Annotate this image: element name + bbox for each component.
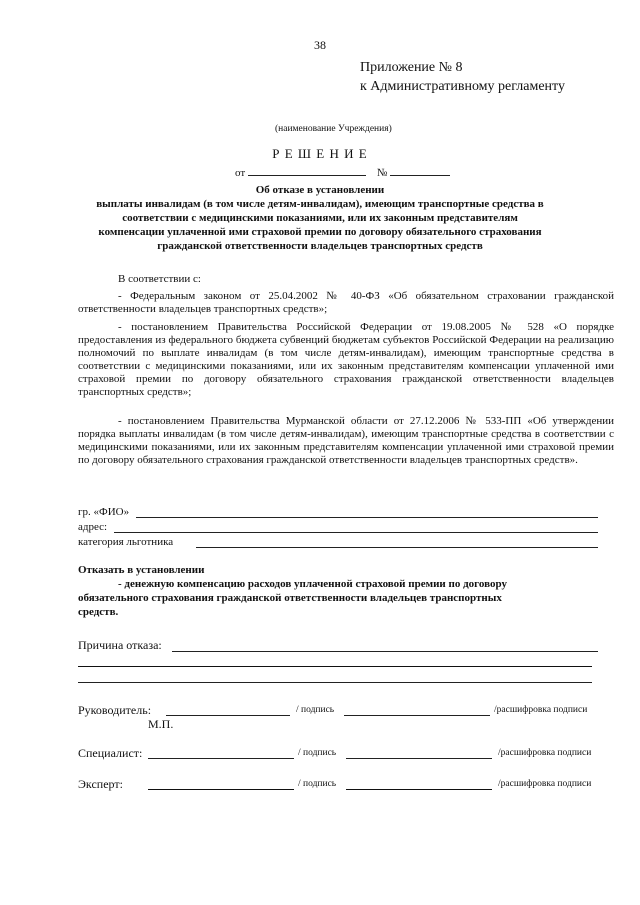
reason-line-3[interactable]	[78, 682, 592, 683]
expert-decode-caption: /расшифровка подписи	[498, 779, 592, 789]
head-decode-field[interactable]	[344, 715, 490, 716]
head-signature-field[interactable]	[166, 715, 290, 716]
decision-date-number-row	[235, 165, 450, 180]
specialist-sign-caption: / подпись	[298, 748, 337, 758]
decision-date-field[interactable]	[248, 165, 366, 176]
reason-label: Причина отказа:	[78, 638, 162, 652]
basis-intro: В соответствии с:	[118, 273, 201, 285]
expert-sign-caption: / подпись	[298, 779, 337, 789]
fio-field[interactable]	[136, 517, 598, 518]
refusal-heading: Отказать в установлении	[78, 564, 205, 576]
institution-caption: (наименование Учреждения)	[275, 124, 392, 134]
specialist-signature-field[interactable]	[148, 758, 294, 759]
category-field[interactable]	[196, 547, 598, 548]
refusal-line-1: - денежную компенсацию расходов уплаченной страховой премии по договору	[118, 578, 507, 590]
address-label: адрес:	[78, 521, 108, 533]
specialist-decode-field[interactable]	[346, 758, 492, 759]
specialist-label: Специалист:	[78, 746, 143, 760]
expert-signature-field[interactable]	[148, 789, 294, 790]
basis-item-government-resolution: - постановлением Правительства Российской Федерации от 19.08.2005 № 528 «О порядке предоставления из федерального бюджета субвенций бюджетам субъектов Российской Федерации на реализацию полномочий по выплате инвалидам (в том числе детям-инвалидам), имеющим транспортные средства в соответствии с медицинскими показаниями, или их законным представителям компенсации уплаченной ими страховой премии по договору обязательного страхования гражданской ответственности владельцев транспортных средств»;	[78, 321, 614, 398]
refusal-line-3: средств.	[78, 606, 119, 618]
from-label: от	[235, 167, 246, 179]
head-sign-caption: / подпись	[296, 705, 335, 715]
specialist-decode-caption: /расшифровка подписи	[498, 748, 592, 758]
subject-line-1: Об отказе в установлении	[255, 184, 385, 196]
seal-placeholder: М.П.	[148, 717, 174, 731]
decision-number-field[interactable]	[390, 165, 450, 176]
expert-decode-field[interactable]	[346, 789, 492, 790]
number-label: №	[376, 167, 388, 179]
reason-field[interactable]	[172, 651, 598, 652]
basis-item-murmansk-resolution: - постановлением Правительства Мурманской области от 27.12.2006 № 533-ПП «Об утверждении порядка выплаты инвалидам (в том числе детям-инвалидам), имеющим транспортные средства в соответствии с медицинскими показаниями, или их законным представителям компенсации уплаченной ими страховой премии по договору обязательного страхования гражданской ответственности владельцев транспортных средств».	[78, 415, 614, 466]
expert-label: Эксперт:	[78, 777, 123, 791]
category-label: категория льготника	[78, 536, 174, 548]
basis-item-federal-law: - Федеральным законом от 25.04.2002 № 40-ФЗ «Об обязательном страховании гражданской ответственности владельцев транспортных средств»;	[78, 290, 614, 315]
fio-label: гр. «ФИО»	[78, 506, 130, 518]
head-decode-caption: /расшифровка подписи	[494, 705, 588, 715]
head-label: Руководитель:	[78, 703, 152, 717]
address-field[interactable]	[114, 532, 598, 533]
refusal-line-2: обязательного страхования гражданской ответственности владельцев транспортных	[78, 592, 502, 604]
reason-line-2[interactable]	[78, 666, 592, 667]
subject-line-5: гражданской ответственности владельцев транспортных средств	[157, 240, 483, 252]
appendix-reference: к Административному регламенту	[360, 79, 565, 94]
appendix-number: Приложение № 8	[360, 60, 463, 75]
page-number: 38	[314, 38, 326, 52]
subject-line-2: выплаты инвалидам (в том числе детям-инвалидам), имеющим транспортные средства в	[96, 198, 544, 210]
subject-line-3: соответствии с медицинскими показаниями, или их законным представителям	[122, 212, 518, 224]
subject-line-4: компенсации уплаченной ими страховой премии по договору обязательного страхования	[98, 226, 542, 238]
decision-title: Р Е Ш Е Н И Е	[272, 146, 368, 161]
